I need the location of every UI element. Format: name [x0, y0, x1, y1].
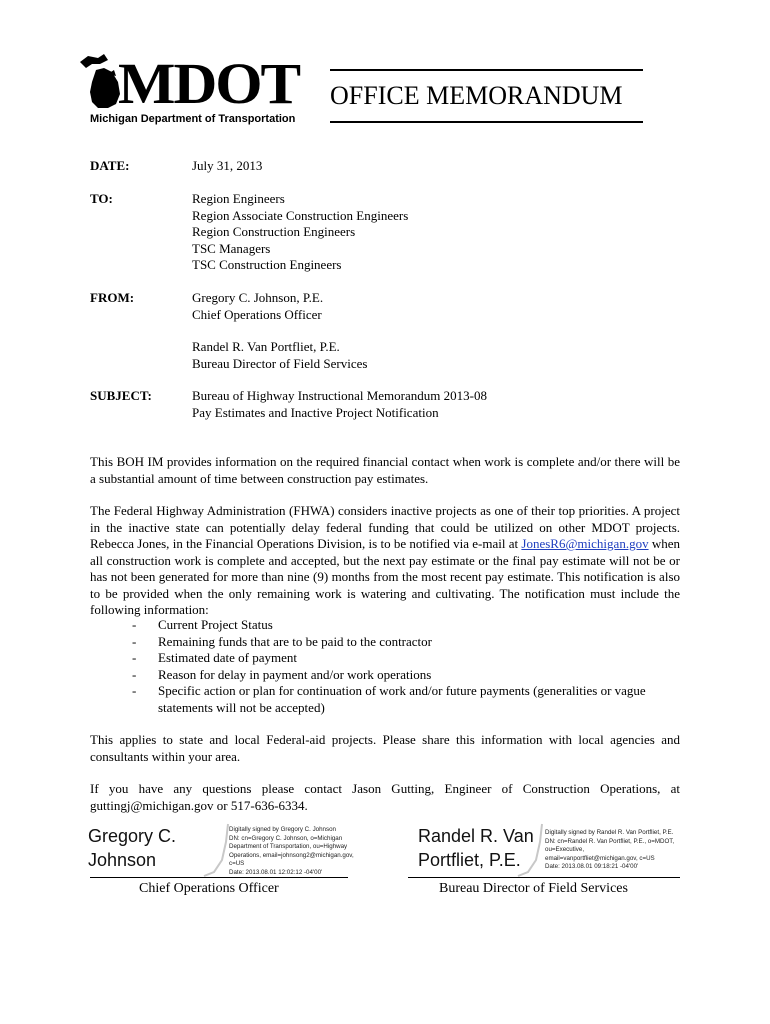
signature-meta-line: Digitally signed by Randel R. Van Portfliet, P.E. [545, 829, 674, 836]
subject-line: Pay Estimates and Inactive Project Notification [192, 404, 439, 420]
from-label: FROM: [90, 290, 135, 305]
signature-meta-line: Digitally signed by Gregory C. Johnson [229, 826, 336, 833]
notification-requirements-list [90, 617, 682, 716]
subject-text [192, 388, 487, 421]
signature-line [408, 877, 680, 878]
recipient: TSC Construction Engineers [192, 257, 342, 272]
to-label: TO: [90, 191, 113, 206]
bullet-marker: - [132, 666, 137, 682]
list-item [90, 683, 682, 716]
signature-meta-line: c=US [229, 860, 245, 868]
bullet-marker: - [132, 650, 137, 665]
to-recipients [192, 191, 408, 274]
logo-wordmark: MDOT [118, 51, 300, 116]
date-label: DATE: [90, 158, 130, 173]
signature-meta-line: Department of Transportation, ou=Highway [229, 843, 348, 851]
paragraph-text: when all construction work is complete and accepted, but the next pay estimate or the final pay estimate will not be or has not been generated for more than nine (9) months from the most recent pay estimate. This notification is also to be provided when the only remaining work is watering and cultivating. The notification must include the following information: [90, 536, 680, 617]
signature-meta-line: ou=Executive, [545, 846, 585, 854]
from-sender-1 [192, 290, 323, 323]
title-rule-bottom [330, 121, 643, 123]
list-item-text: Remaining funds that are to be paid to the contractor [158, 633, 432, 649]
list-item [90, 617, 682, 634]
signature-meta-line: Operations, email=johnsong2@michigan.gov, [229, 851, 354, 859]
subject-label: SUBJECT: [90, 388, 152, 403]
digital-signature-details-van-portfliet [545, 829, 674, 872]
list-item [90, 667, 682, 684]
bullet-marker: - [132, 633, 137, 649]
list-item-text: Estimated date of payment [158, 650, 297, 665]
date-value: July 31, 2013 [192, 158, 263, 173]
paragraph-fhwa [90, 503, 680, 619]
title-rule-top [330, 69, 643, 71]
recipient: Region Construction Engineers [192, 224, 356, 239]
signature-line [90, 877, 348, 878]
list-item [90, 634, 682, 651]
paragraph-applicability: This applies to state and local Federal-aid projects. Please share this information with local agencies and consultants within your area. [90, 732, 680, 764]
list-item [90, 650, 682, 667]
signature-name-line: Portfliet, P.E. [418, 850, 521, 870]
list-item-text: Reason for delay in payment and/or work operations [158, 666, 432, 682]
signature-meta-line: DN: cn=Gregory C. Johnson, o=Michigan [229, 834, 343, 842]
sender-name: Randel R. Van Portfliet, P.E. [192, 339, 340, 354]
paragraph-contact: If you have any questions please contact Jason Gutting, Engineer of Construction Operations, at guttingj@michigan.gov or 517-636-6334. [90, 781, 680, 813]
signature-meta-line: Date: 2013.08.01 09:18:21 -04'00' [545, 863, 639, 871]
signature-meta-line: Date: 2013.08.01 12:02:12 -04'00' [229, 868, 323, 876]
recipient: Region Engineers [192, 191, 285, 206]
signature-title-johnson: Chief Operations Officer [139, 881, 279, 896]
recipient: Region Associate Construction Engineers [192, 207, 409, 223]
signature-meta-line: email=vanportfliet@michigan.gov, c=US [545, 854, 655, 862]
memo-title: OFFICE MEMORANDUM [330, 81, 623, 110]
sender-title: Chief Operations Officer [192, 306, 322, 322]
paragraph-text: The Federal Highway Administration (FHWA) considers inactive projects as one of their top priorities. A project in the inactive state can potentially delay federal funding that could be utilized on other MDOT projects. Rebecca Jones, in the Financial Operations Division, is to be notified via e-mail at [90, 503, 680, 551]
sender-name: Gregory C. Johnson, P.E. [192, 290, 324, 305]
list-item-text: Specific action or plan for continuation of work and/or future payments (generalities or vague statements will not be accepted) [158, 683, 646, 715]
signature-name-line: Randel R. Van [418, 826, 534, 846]
signature-name-line: Gregory C. [88, 826, 177, 846]
subject-line: Bureau of Highway Instructional Memorandum 2013-08 [192, 388, 487, 403]
signature-meta-line: DN: cn=Randel R. Van Portfliet, P.E., o=MDOT, [545, 837, 675, 845]
email-link[interactable]: JonesR6@michigan.gov [521, 536, 649, 551]
paragraph-intro: This BOH IM provides information on the required financial contact when work is complete and/or there will be a substantial amount of time between construction pay estimates. [90, 454, 680, 486]
bullet-marker: - [132, 617, 137, 632]
sender-title: Bureau Director of Field Services [192, 355, 368, 371]
signature-name-line: Johnson [88, 850, 157, 870]
signature-name-johnson [88, 824, 176, 872]
from-sender-2 [192, 339, 367, 372]
recipient: TSC Managers [192, 240, 271, 256]
digital-signature-details-johnson [229, 826, 354, 878]
signature-title-van-portfliet: Bureau Director of Field Services [439, 881, 628, 896]
logo-subtitle: Michigan Department of Transportation [90, 113, 296, 125]
list-item-text: Current Project Status [158, 617, 273, 632]
bullet-marker: - [132, 683, 137, 698]
